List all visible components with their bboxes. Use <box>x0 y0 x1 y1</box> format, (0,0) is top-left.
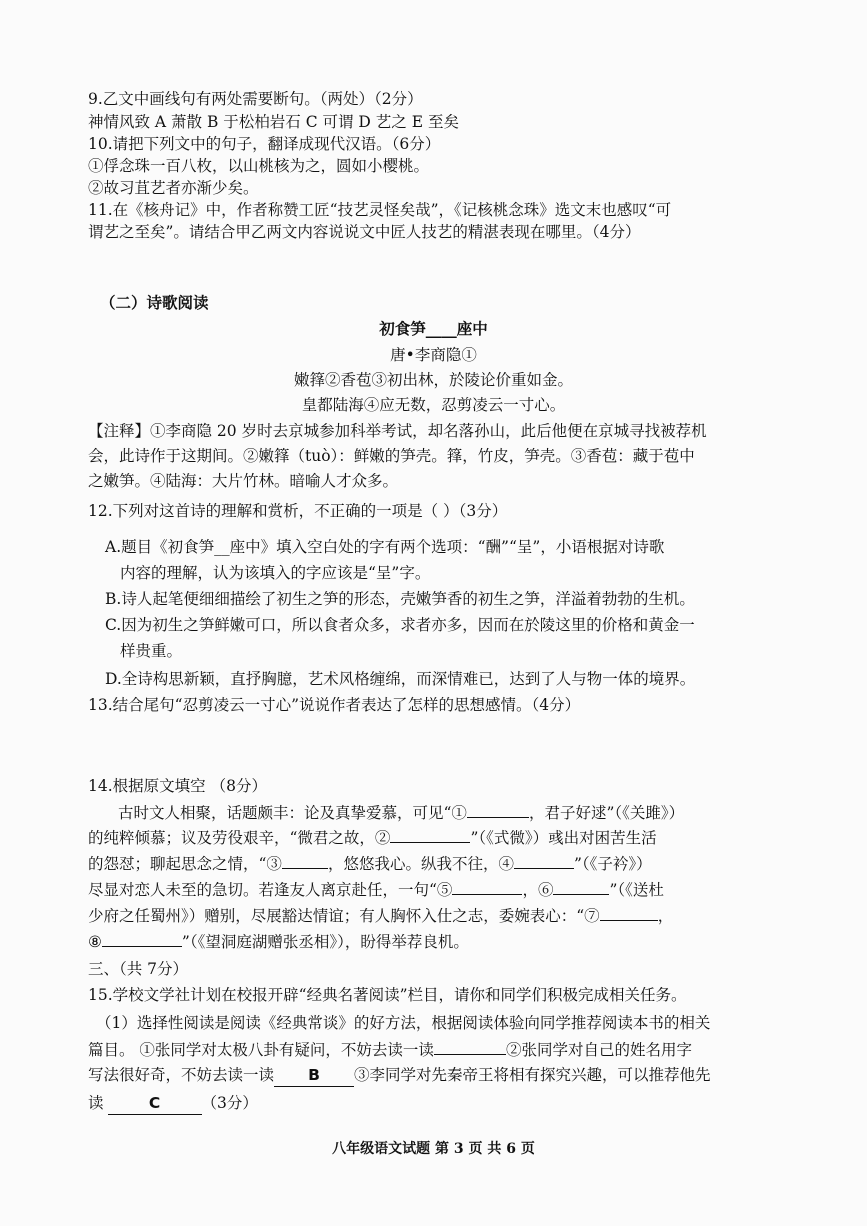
q14-text: ⑧ <box>88 933 102 951</box>
q14-para-5 <box>88 904 673 927</box>
q14-text: ”（《望洞庭湖赠张丞相》），盼得举荐良机。 <box>181 933 469 951</box>
q14-text: ，⑥ <box>522 881 554 899</box>
poem-note-2: 会，此诗作于这期间。②嫩箨（tuò）：鲜嫩的笋壳。箨，竹皮，笋壳。③香苞：藏于苞中 <box>88 447 695 465</box>
q14-text: ”（《式微》）彧出对困苦生活 <box>470 829 657 847</box>
q12-option-a-2: 内容的理解，认为该填入的字应该是“呈”字。 <box>120 564 431 582</box>
blank-6[interactable] <box>553 878 609 895</box>
q12-option-a-1: A.题目《初食笋__座中》填入空白处的字有两个选项：“酬”“呈”，小语根据对诗歌 <box>105 538 665 556</box>
q14-text: ”（《子衿》） <box>573 855 652 873</box>
blank-8[interactable] <box>102 930 182 947</box>
q14-text: 尽显对恋人未至的急切。若逢友人离京赴任，一句“⑤ <box>88 881 453 899</box>
q10-sentence-2: ②故习苴艺者亦渐少矣。 <box>88 179 259 197</box>
q12-option-c-2: 样贵重。 <box>120 642 183 660</box>
answer-b[interactable]: B <box>274 1064 354 1087</box>
page-footer: 八年级语文试题 第 3 页 共 6 页 <box>332 1141 535 1157</box>
q15-line-5 <box>88 1092 258 1115</box>
q12-option-c-1: C.因为初生之笋鲜嫩可口，所以食者众多，求者亦多，因而在於陵这里的价格和黄金一 <box>105 616 695 634</box>
q12-stem: 12.下列对这首诗的理解和赏析，不正确的一项是（ ）（3分） <box>88 502 508 520</box>
section-heading-3: 三、（共 7分） <box>88 960 189 978</box>
blank-4[interactable] <box>514 852 574 869</box>
q14-para-4 <box>88 878 664 901</box>
blank-3[interactable] <box>282 852 328 869</box>
blank-2[interactable] <box>390 826 470 843</box>
q15-text: （3分） <box>201 1094 258 1112</box>
q15-line-1: 15.学校文学社计划在校报开辟“经典名著阅读”栏目，请你和同学们积极完成相关任务。 <box>88 986 687 1004</box>
blank-1[interactable] <box>467 801 529 818</box>
q11-line-2: 谓艺之至矣”。请结合甲乙两文内容说说文中匠人技艺的精湛表现在哪里。（4分） <box>88 223 641 241</box>
q15-text: ③李同学对先秦帝王将相有探究兴趣，可以推荐他先 <box>354 1066 711 1084</box>
section-heading-poetry: （二）诗歌阅读 <box>100 293 209 312</box>
q10-sentence-1: ①俘念珠一百八枚，以山桃核为之，圆如小樱桃。 <box>88 157 430 175</box>
q9-stem: 9.乙文中画线句有两处需要断句。（两处）（2分） <box>88 90 423 108</box>
q15-line-4 <box>88 1064 711 1087</box>
blank-7[interactable] <box>600 904 658 921</box>
q15-line-3 <box>88 1038 692 1061</box>
q11-line-1: 11.在《核舟记》中，作者称赞工匠“技艺灵怪矣哉”，《记核桃念珠》选文末也感叹“可 <box>88 201 672 219</box>
q15-text: 读 <box>88 1094 104 1112</box>
q14-text: ，君子好逑”（《关雎》） <box>528 804 685 822</box>
poem-line-2: 皇都陆海④应无数，忍剪凌云一寸心。 <box>301 396 566 414</box>
q14-para-6 <box>88 930 469 953</box>
q15-line-2: （1）选择性阅读是阅读《经典常谈》的好方法，根据阅读体验向同学推荐阅读本书的相关 <box>96 1014 711 1032</box>
poem-title: 初食笋____座中 <box>379 319 488 338</box>
blank-5[interactable] <box>452 878 522 895</box>
poem-note-1: 【注释】①李商隐 20 岁时去京城参加科举考试，却名落孙山，此后他便在京城寻找被荐机 <box>88 422 707 440</box>
q14-text: ”（《送杜 <box>609 881 664 899</box>
q14-heading: 14.根据原文填空 （8分） <box>88 777 267 795</box>
poem-note-3: 之嫩笋。④陆海：大片竹林。暗喻人才众多。 <box>88 472 399 490</box>
q9-sentence: 神情风致 A 萧散 B 于松柏岩石 C 可谓 D 艺之 E 至矣 <box>88 113 459 131</box>
q14-para-3 <box>88 852 652 875</box>
q15-text: 写法很好奇，不妨去读一读 <box>88 1066 275 1084</box>
q10-stem: 10.请把下列文中的句子，翻译成现代汉语。（6分） <box>88 135 441 153</box>
q14-text: 古时文人相聚，话题颇丰：论及真挚爱慕，可见“① <box>118 804 467 822</box>
q14-text: 的纯粹倾慕；议及劳役艰辛，“微君之故，② <box>88 829 391 847</box>
q14-text: ，悠悠我心。纵我不往，④ <box>327 855 514 873</box>
q14-text: 的怨怼；聊起思念之情，“③ <box>88 855 282 873</box>
answer-blank-1[interactable] <box>434 1038 506 1055</box>
answer-c[interactable]: C <box>108 1092 202 1115</box>
q12-option-d: D.全诗构思新颖，直抒胸臆，艺术风格缠绵，而深情难已，达到了人与物一体的境界。 <box>105 670 696 688</box>
q14-text: 少府之任蜀州》）赠别，尽展豁达情谊；有人胸怀入仕之志，委婉表心：“⑦ <box>88 907 600 925</box>
q15-text: ②张同学对自己的姓名用字 <box>505 1041 692 1059</box>
q14-para-2 <box>88 826 657 849</box>
q15-text: 篇目。 ①张同学对太极八卦有疑问，不妨去读一读 <box>88 1041 434 1059</box>
poem-line-1: 嫩箨②香苞③初出林，於陵论价重如金。 <box>293 371 573 389</box>
q13-stem: 13.结合尾句“忍剪凌云一寸心”说说作者表达了怎样的思想感情。（4分） <box>88 696 581 714</box>
poem-author: 唐•李商隐① <box>390 346 477 364</box>
q14-text: ， <box>657 907 674 925</box>
q12-option-b: B.诗人起笔便细细描绘了初生之笋的形态，壳嫩笋香的初生之笋，洋溢着勃勃的生机。 <box>105 590 695 608</box>
q14-para-1 <box>118 801 684 824</box>
